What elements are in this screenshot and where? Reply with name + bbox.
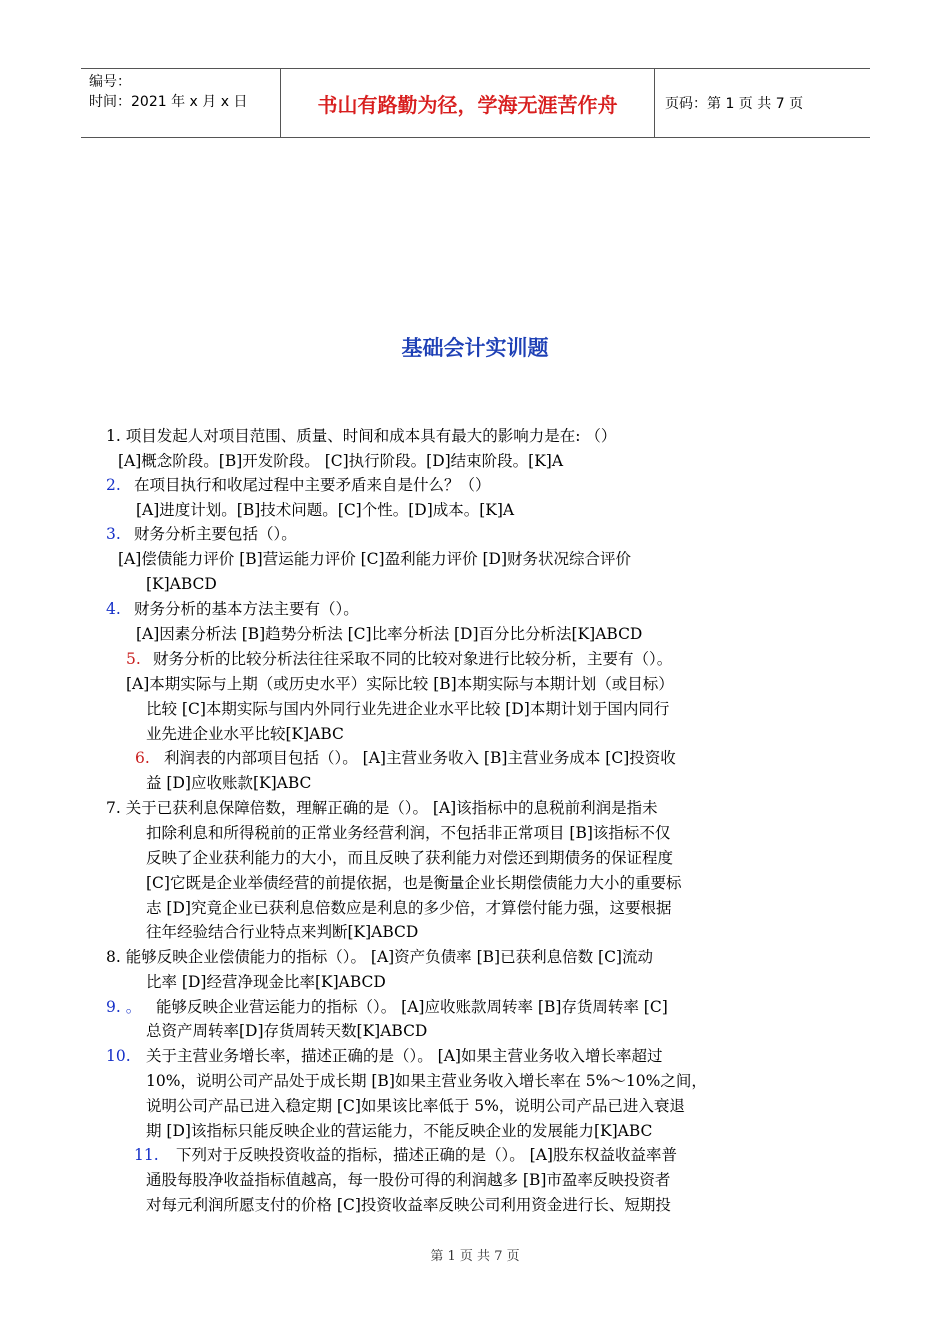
q6-options: 益 [D]应收账款[K]ABC [146, 774, 312, 792]
q6-line: 利润表的内部项目包括（）。 [A]主营业务收入 [B]主营业务成本 [C]投资收 [164, 749, 676, 767]
q1-options: [A]概念阶段。[B]开发阶段。 [C]执行阶段。[D]结束阶段。[K]A [118, 452, 564, 470]
q10-line-1: 关于主营业务增长率，描述正确的是（）。 [A]如果主营业务收入增长率超过 [146, 1047, 663, 1065]
q4-number: 4. [106, 600, 121, 618]
q5-options-2: 比较 [C]本期实际与国内外同行业先进企业水平比较 [D]本期计划于国内同行 [146, 700, 670, 718]
q11-number: 11. [134, 1146, 159, 1164]
q3-options: [A]偿债能力评价 [B]营运能力评价 [C]盈利能力评价 [D]财务状况综合评价 [118, 550, 632, 568]
q5-number: 5. [126, 650, 141, 668]
q7-line-5: 志 [D]究竟企业已获利息倍数应是利息的多少倍，才算偿付能力强，这要根据 [146, 899, 672, 917]
q10-line-4: 期 [D]该指标只能反映企业的营运能力，不能反映企业的发展能力[K]ABC [146, 1122, 653, 1140]
q8-line-1: 8. 能够反映企业偿债能力的指标（）。 [A]资产负债率 [B]已获利息倍数 [C]流动 [106, 948, 653, 966]
q4-line: 财务分析的基本方法主要有（）。 [134, 600, 359, 618]
header-meta [81, 69, 281, 137]
page-footer: 第 1 页 共 7 页 [430, 1249, 520, 1264]
time-label: 时间：2021 年 x 月 x 日 [89, 94, 248, 110]
q4-options: [A]因素分析法 [B]趋势分析法 [C]比率分析法 [D]百分比分析法[K]ABCD [136, 625, 643, 643]
number-label: 编号： [89, 74, 131, 90]
q7-line-3: 反映了企业获利能力的大小，而且反映了获利能力对偿还到期债务的保证程度 [146, 849, 674, 867]
q7-line-6: 往年经验结合行业特点来判断[K]ABCD [146, 923, 419, 941]
q2-line: 在项目执行和收尾过程中主要矛盾来自是什么？（） [134, 476, 491, 494]
q5-options-1: [A]本期实际与上期（或历史水平）实际比较 [B]本期实际与本期计划（或目标） [126, 675, 674, 693]
q3-line: 财务分析主要包括（）。 [134, 525, 297, 543]
document-title: 基础会计实训题 [401, 335, 549, 360]
q10-line-3: 说明公司产品已进入稳定期 [C]如果该比率低于 5%，说明公司产品已进入衰退 [146, 1097, 685, 1115]
q3-answer: [K]ABCD [146, 575, 217, 593]
q9-line-2: 总资产周转率[D]存货周转天数[K]ABCD [146, 1022, 428, 1040]
page-header [81, 68, 870, 138]
q7-line-4: [C]它既是企业举债经营的前提依据，也是衡量企业长期偿债能力大小的重要标 [146, 874, 682, 892]
q6-number: 6. [135, 749, 150, 767]
q1-line: 1. 项目发起人对项目范围、质量、时间和成本具有最大的影响力是在: （） [106, 427, 617, 445]
q9-line-1: 能够反映企业营运能力的指标（）。 [A]应收账款周转率 [B]存货周转率 [C] [156, 998, 668, 1016]
q5-line: 财务分析的比较分析法往往采取不同的比较对象进行比较分析，主要有（）。 [153, 650, 673, 668]
q11-line-2: 通股每股净收益指标值越高，每一股份可得的利润越多 [B]市盈率反映投资者 [146, 1171, 671, 1189]
q10-number: 10. [106, 1047, 131, 1065]
q10-line-2: 10%，说明公司产品处于成长期 [B]如果主营业务收入增长率在 5%～10%之间， [146, 1072, 707, 1090]
q7-line-2: 扣除利息和所得税前的正常业务经营利润，不包括非正常项目 [B]该指标不仅 [146, 824, 671, 842]
q5-options-3: 业先进企业水平比较[K]ABC [146, 725, 344, 743]
q3-number: 3. [106, 525, 121, 543]
q9-number: 9. 。 [106, 998, 142, 1016]
header-motto: 书山有路勤为径，学海无涯苦作舟 [281, 69, 655, 137]
q11-line-1: 下列对于反映投资收益的指标，描述正确的是（）。 [A]股东权益收益率普 [176, 1146, 677, 1164]
q2-number: 2. [106, 476, 121, 494]
q7-line-1: 7. 关于已获利息保障倍数，理解正确的是（）。 [A]该指标中的息税前利润是指未 [106, 799, 658, 817]
q2-options: [A]进度计划。[B]技术问题。[C]个性。[D]成本。[K]A [136, 501, 515, 519]
q11-line-3: 对每元利润所愿支付的价格 [C]投资收益率反映公司利用资金进行长、短期投 [146, 1196, 671, 1214]
q8-line-2: 比率 [D]经营净现金比率[K]ABCD [146, 973, 386, 991]
header-page-info: 页码：第 1 页 共 7 页 [665, 96, 804, 112]
